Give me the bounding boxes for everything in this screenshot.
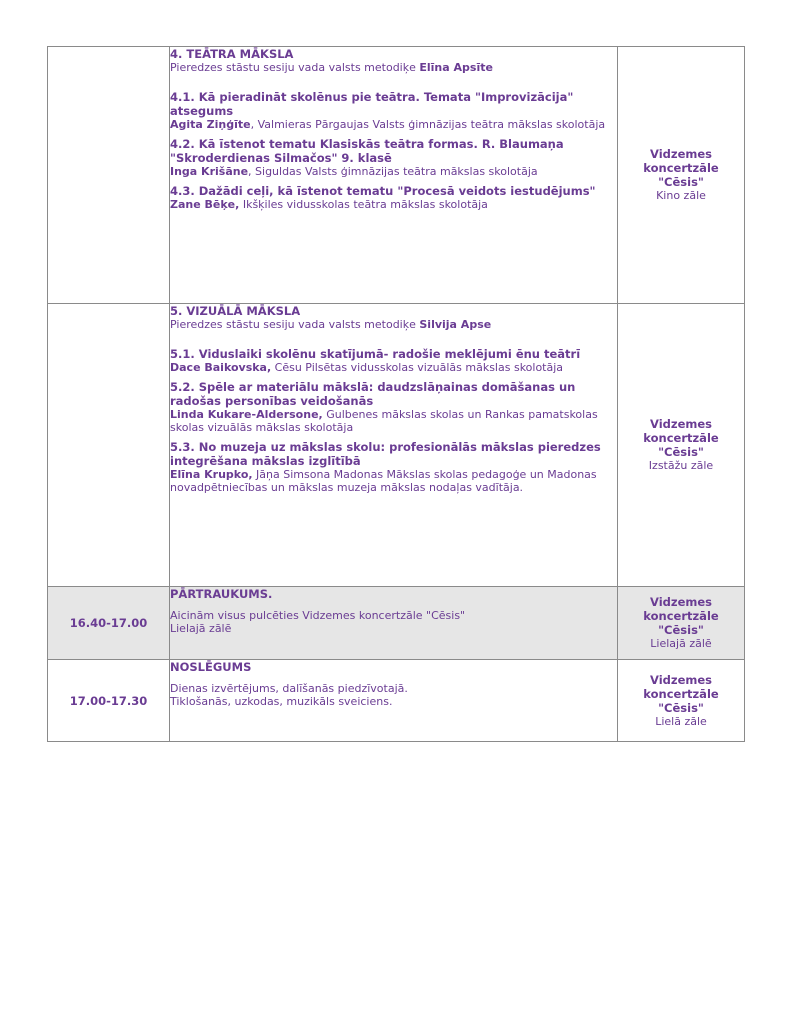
- venue-cell: [618, 47, 745, 304]
- table-row: [48, 47, 745, 304]
- time-cell: [48, 47, 170, 304]
- venue-name: "Cēsis": [658, 175, 704, 189]
- venue-name: Vidzemes: [650, 147, 712, 161]
- section-title: 5. VIZUĀLĀ MĀKSLA: [170, 304, 301, 318]
- list-item: [170, 440, 617, 494]
- program-cell: [170, 304, 618, 587]
- speaker-name: Elīna Krupko,: [170, 468, 253, 481]
- closing-line: Tiklošanās, uzkodas, muzikāls sveiciens.: [170, 695, 393, 708]
- list-item: [170, 347, 617, 374]
- item-speaker: [170, 468, 617, 494]
- venue-room: Kino zāle: [656, 189, 706, 202]
- moderator-name: Elīna Apsīte: [419, 61, 493, 74]
- list-item: [170, 380, 617, 434]
- speaker-name: Agita Ziņģīte: [170, 118, 251, 131]
- item-speaker: [170, 118, 617, 131]
- speaker-affiliation: Jāņa Simsona Madonas Mākslas skolas pedagoģe un Madonas novadpētniecības un mākslas muzeja mākslas nodaļas vadītāja.: [170, 468, 597, 494]
- venue-name: "Cēsis": [658, 623, 704, 637]
- venue-name: "Cēsis": [658, 700, 704, 715]
- venue-name: Vidzemes: [650, 595, 712, 609]
- speaker-name: Zane Bēķe,: [170, 198, 240, 211]
- section-title: NOSLĒGUMS: [170, 660, 252, 674]
- speaker-affiliation: , Siguldas Valsts ģimnāzijas teātra mākslas skolotāja: [248, 165, 538, 178]
- venue-cell: [618, 587, 745, 660]
- section-title: 4. TEĀTRA MĀKSLA: [170, 47, 294, 61]
- venue-room: Lielā zāle: [655, 714, 707, 728]
- venue-cell: [618, 660, 745, 742]
- speaker-name: Dace Baikovska,: [170, 361, 272, 374]
- item-title: 5.3. No muzeja uz mākslas skolu: profesionālās mākslas pieredzes integrēšana mākslas izglītībā: [170, 440, 601, 468]
- list-item: [170, 90, 617, 131]
- item-title: 5.2. Spēle ar materiālu mākslā: daudzslāņainas domāšanas un radošas personības veidošanās: [170, 380, 576, 408]
- section-subtitle: [170, 318, 617, 331]
- program-cell: [170, 47, 618, 304]
- speaker-affiliation: , Valmieras Pārgaujas Valsts ģimnāzijas teātra mākslas skolotāja: [250, 118, 606, 131]
- item-speaker: [170, 408, 617, 434]
- table-row: [48, 587, 745, 660]
- venue-name: "Cēsis": [658, 445, 704, 459]
- venue-name: koncertzāle: [643, 609, 719, 623]
- table-row: [48, 660, 745, 742]
- venue-room: Izstāžu zāle: [648, 459, 714, 472]
- list-item: [170, 184, 617, 211]
- item-title: 4.2. Kā īstenot tematu Klasiskās teātra formas. R. Blaumaņa "Skroderdienas Silmačos" 9. klasē: [170, 137, 564, 165]
- item-title: 4.3. Dažādi ceļi, kā īstenot tematu "Procesā veidots iestudējums": [170, 184, 596, 198]
- break-line: Lielajā zālē: [170, 622, 232, 635]
- list-item: [170, 137, 617, 178]
- time-cell: 16.40-17.00: [48, 587, 170, 660]
- item-speaker: [170, 165, 617, 178]
- venue-name: Vidzemes: [650, 417, 712, 431]
- speaker-name: Inga Krišāne: [170, 165, 249, 178]
- schedule-table: [47, 46, 745, 742]
- program-cell: [170, 660, 618, 742]
- time-cell: 17.00-17.30: [48, 660, 170, 742]
- venue-room: Lielajā zālē: [650, 637, 712, 650]
- time-cell: [48, 304, 170, 587]
- speaker-affiliation: Gulbenes mākslas skolas un Rankas pamatskolas skolas vizuālās mākslas skolotāja: [170, 408, 598, 434]
- speaker-name: Linda Kukare-Aldersone,: [170, 408, 323, 421]
- venue-name: koncertzāle: [643, 431, 719, 445]
- item-title: 4.1. Kā pieradināt skolēnus pie teātra. Temata "Improvizācija" atsegums: [170, 90, 574, 118]
- subtitle-text: Pieredzes stāstu sesiju vada valsts metodiķe: [170, 61, 420, 74]
- item-speaker: [170, 361, 617, 374]
- venue-name: koncertzāle: [643, 686, 719, 701]
- subtitle-text: Pieredzes stāstu sesiju vada valsts metodiķe: [170, 318, 420, 331]
- venue-name: koncertzāle: [643, 161, 719, 175]
- speaker-affiliation: Cēsu Pilsētas vidusskolas vizuālās mākslas skolotāja: [271, 361, 564, 374]
- venue-cell: [618, 304, 745, 587]
- venue-name: Vidzemes: [650, 672, 712, 687]
- section-title: PĀRTRAUKUMS.: [170, 587, 273, 601]
- table-row: [48, 304, 745, 587]
- section-subtitle: [170, 61, 617, 74]
- speaker-affiliation: Ikšķiles vidusskolas teātra mākslas skolotāja: [239, 198, 488, 211]
- closing-line: Dienas izvērtējums, dalīšanās piedzīvotajā.: [170, 682, 408, 695]
- break-line: Aicinām visus pulcēties Vidzemes koncertzāle "Cēsis": [170, 609, 466, 622]
- item-title: 5.1. Viduslaiki skolēnu skatījumā- radošie meklējumi ēnu teātrī: [170, 347, 581, 361]
- item-speaker: [170, 198, 617, 211]
- moderator-name: Silvija Apse: [419, 318, 492, 331]
- program-cell: [170, 587, 618, 660]
